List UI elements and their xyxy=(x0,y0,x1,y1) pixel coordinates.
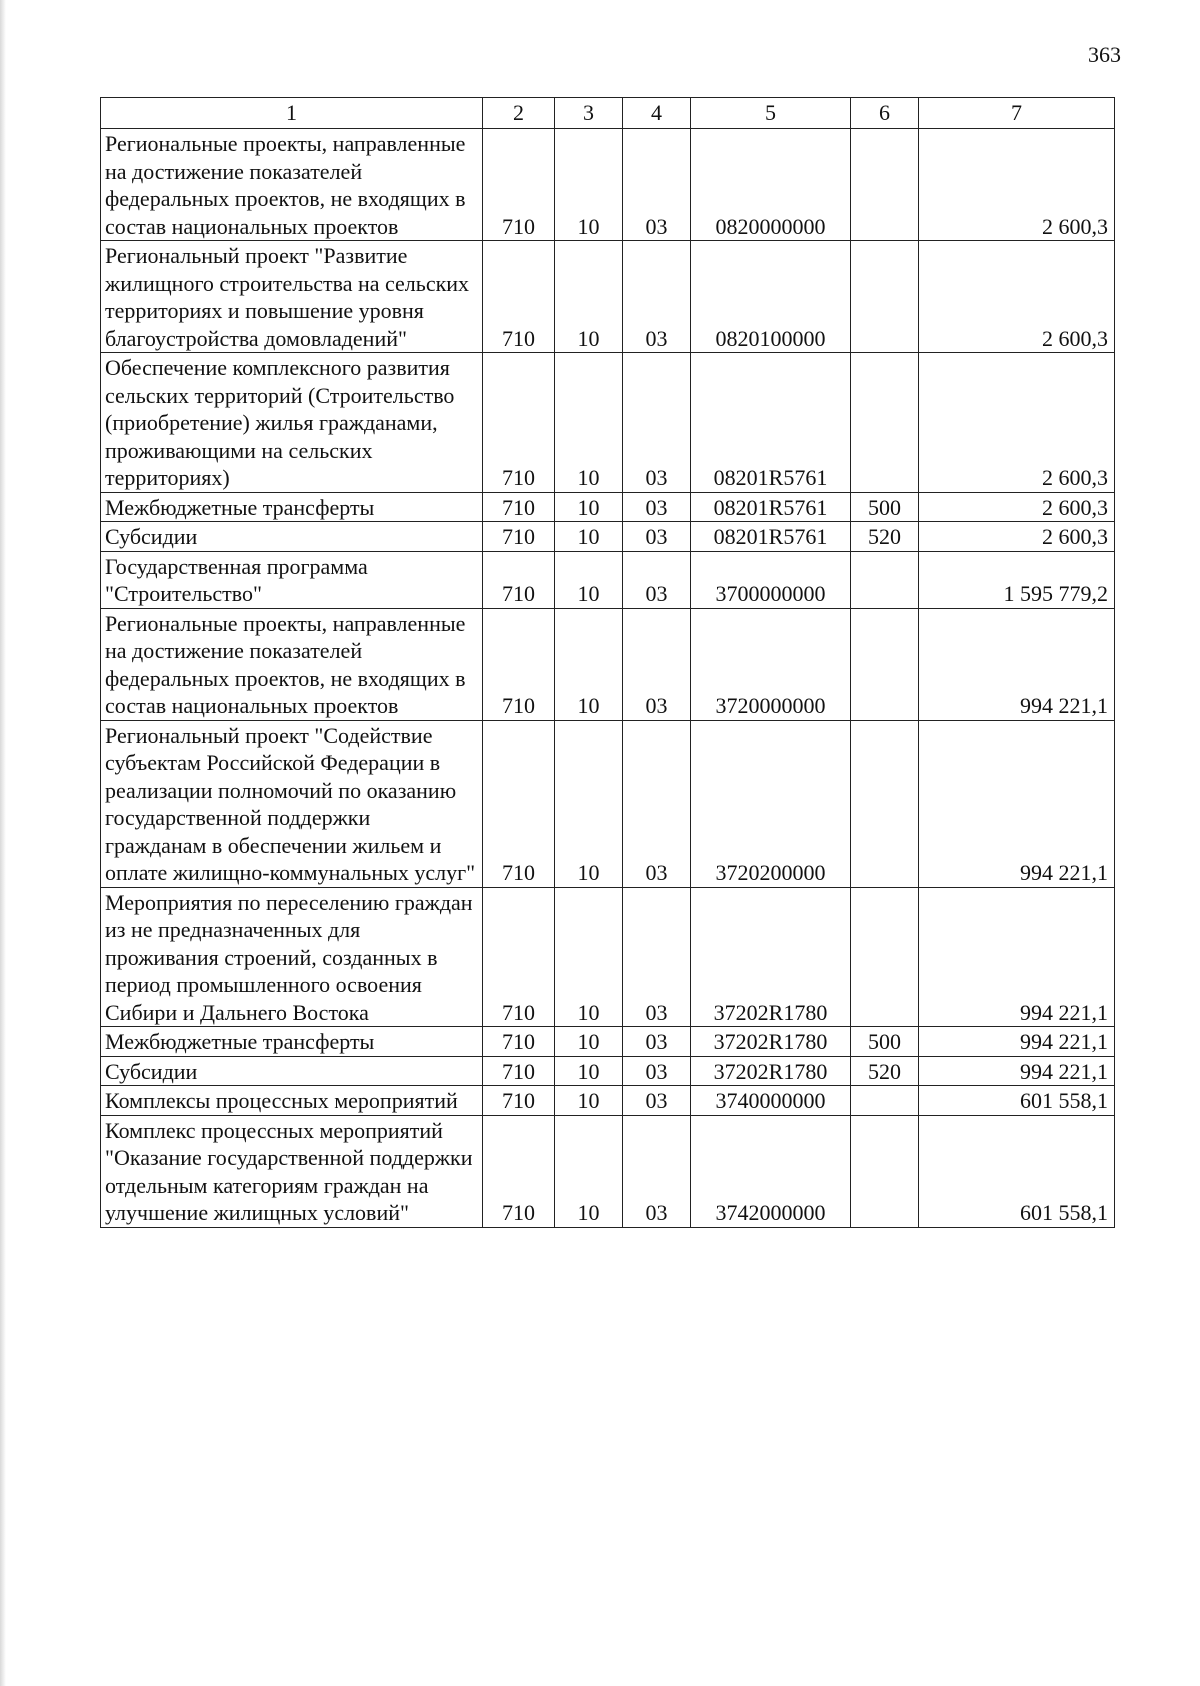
amount: 2 600,3 xyxy=(919,129,1115,241)
section-code: 10 xyxy=(555,1086,623,1116)
subsection-code: 03 xyxy=(623,522,691,552)
target-article-code: 08201R5761 xyxy=(691,492,851,522)
header-cell-7: 7 xyxy=(919,98,1115,129)
target-article-code: 0820100000 xyxy=(691,241,851,353)
item-name: Обеспечение комплексного развития сельских территорий (Строительство (приобретение) жилья гражданами, проживающими на сельских территориях) xyxy=(101,353,483,493)
subsection-code: 03 xyxy=(623,241,691,353)
table-row xyxy=(101,1056,1115,1086)
amount: 994 221,1 xyxy=(919,1056,1115,1086)
amount: 994 221,1 xyxy=(919,887,1115,1027)
item-name: Мероприятия по переселению граждан из не предназначенных для проживания строений, созданных в период промышленного освоения Сибири и Дальнего Востока xyxy=(101,887,483,1027)
target-article-code: 3720000000 xyxy=(691,608,851,720)
table-row xyxy=(101,492,1115,522)
expense-type-code xyxy=(851,1115,919,1227)
amount: 2 600,3 xyxy=(919,353,1115,493)
target-article-code: 3742000000 xyxy=(691,1115,851,1227)
table-row xyxy=(101,241,1115,353)
target-article-code: 3700000000 xyxy=(691,551,851,608)
amount: 601 558,1 xyxy=(919,1115,1115,1227)
item-name: Региональные проекты, направленные на достижение показателей федеральных проектов, не входящих в состав национальных проектов xyxy=(101,129,483,241)
ministry-code: 710 xyxy=(483,720,555,887)
section-code: 10 xyxy=(555,551,623,608)
amount: 2 600,3 xyxy=(919,241,1115,353)
section-code: 10 xyxy=(555,608,623,720)
section-code: 10 xyxy=(555,1056,623,1086)
expense-type-code: 520 xyxy=(851,522,919,552)
target-article-code: 3740000000 xyxy=(691,1086,851,1116)
target-article-code: 08201R5761 xyxy=(691,353,851,493)
item-name: Региональный проект "Содействие субъектам Российской Федерации в реализации полномочий по оказанию государственной поддержки гражданам в обеспечении жильем и оплате жилищно-коммунальных услуг" xyxy=(101,720,483,887)
page-number: 363 xyxy=(1088,42,1121,67)
header-cell-3: 3 xyxy=(555,98,623,129)
table-row xyxy=(101,1086,1115,1116)
amount: 2 600,3 xyxy=(919,492,1115,522)
subsection-code: 03 xyxy=(623,129,691,241)
section-code: 10 xyxy=(555,241,623,353)
subsection-code: 03 xyxy=(623,353,691,493)
subsection-code: 03 xyxy=(623,1027,691,1057)
target-article-code: 08201R5761 xyxy=(691,522,851,552)
item-name: Межбюджетные трансферты xyxy=(101,1027,483,1057)
header-row xyxy=(101,98,1115,129)
header-cell-2: 2 xyxy=(483,98,555,129)
section-code: 10 xyxy=(555,1115,623,1227)
section-code: 10 xyxy=(555,1027,623,1057)
section-code: 10 xyxy=(555,492,623,522)
expense-type-code: 500 xyxy=(851,492,919,522)
ministry-code: 710 xyxy=(483,129,555,241)
header-cell-5: 5 xyxy=(691,98,851,129)
expense-type-code xyxy=(851,608,919,720)
ministry-code: 710 xyxy=(483,1056,555,1086)
table-row xyxy=(101,551,1115,608)
header-cell-4: 4 xyxy=(623,98,691,129)
table-row xyxy=(101,353,1115,493)
expense-type-code xyxy=(851,551,919,608)
table-row xyxy=(101,129,1115,241)
table-row xyxy=(101,887,1115,1027)
table-row xyxy=(101,1027,1115,1057)
subsection-code: 03 xyxy=(623,887,691,1027)
ministry-code: 710 xyxy=(483,551,555,608)
item-name: Комплекс процессных мероприятий "Оказание государственной поддержки отдельным категориям граждан на улучшение жилищных условий" xyxy=(101,1115,483,1227)
amount: 1 595 779,2 xyxy=(919,551,1115,608)
target-article-code: 37202R1780 xyxy=(691,887,851,1027)
item-name: Субсидии xyxy=(101,522,483,552)
ministry-code: 710 xyxy=(483,1027,555,1057)
item-name: Государственная программа "Строительство" xyxy=(101,551,483,608)
target-article-code: 37202R1780 xyxy=(691,1027,851,1057)
table-row xyxy=(101,608,1115,720)
ministry-code: 710 xyxy=(483,608,555,720)
expense-type-code: 520 xyxy=(851,1056,919,1086)
ministry-code: 710 xyxy=(483,353,555,493)
section-code: 10 xyxy=(555,887,623,1027)
section-code: 10 xyxy=(555,522,623,552)
ministry-code: 710 xyxy=(483,241,555,353)
ministry-code: 710 xyxy=(483,1115,555,1227)
subsection-code: 03 xyxy=(623,1115,691,1227)
section-code: 10 xyxy=(555,720,623,887)
amount: 994 221,1 xyxy=(919,1027,1115,1057)
subsection-code: 03 xyxy=(623,1056,691,1086)
ministry-code: 710 xyxy=(483,1086,555,1116)
item-name: Региональный проект "Развитие жилищного строительства на сельских территориях и повышение уровня благоустройства домовладений" xyxy=(101,241,483,353)
expense-type-code xyxy=(851,887,919,1027)
expense-type-code: 500 xyxy=(851,1027,919,1057)
target-article-code: 0820000000 xyxy=(691,129,851,241)
table-row xyxy=(101,720,1115,887)
target-article-code: 3720200000 xyxy=(691,720,851,887)
amount: 2 600,3 xyxy=(919,522,1115,552)
subsection-code: 03 xyxy=(623,492,691,522)
expense-type-code xyxy=(851,720,919,887)
item-name: Субсидии xyxy=(101,1056,483,1086)
subsection-code: 03 xyxy=(623,1086,691,1116)
item-name: Комплексы процессных мероприятий xyxy=(101,1086,483,1116)
table-row xyxy=(101,1115,1115,1227)
header-cell-6: 6 xyxy=(851,98,919,129)
table-row xyxy=(101,522,1115,552)
subsection-code: 03 xyxy=(623,551,691,608)
ministry-code: 710 xyxy=(483,522,555,552)
expense-type-code xyxy=(851,241,919,353)
item-name: Региональные проекты, направленные на достижение показателей федеральных проектов, не входящих в состав национальных проектов xyxy=(101,608,483,720)
expense-type-code xyxy=(851,353,919,493)
ministry-code: 710 xyxy=(483,492,555,522)
expense-type-code xyxy=(851,1086,919,1116)
target-article-code: 37202R1780 xyxy=(691,1056,851,1086)
section-code: 10 xyxy=(555,353,623,493)
section-code: 10 xyxy=(555,129,623,241)
amount: 601 558,1 xyxy=(919,1086,1115,1116)
subsection-code: 03 xyxy=(623,720,691,887)
ministry-code: 710 xyxy=(483,887,555,1027)
expense-type-code xyxy=(851,129,919,241)
amount: 994 221,1 xyxy=(919,608,1115,720)
header-cell-1: 1 xyxy=(101,98,483,129)
budget-table xyxy=(100,97,1115,1228)
item-name: Межбюджетные трансферты xyxy=(101,492,483,522)
subsection-code: 03 xyxy=(623,608,691,720)
amount: 994 221,1 xyxy=(919,720,1115,887)
scan-edge-shadow xyxy=(0,0,6,1686)
